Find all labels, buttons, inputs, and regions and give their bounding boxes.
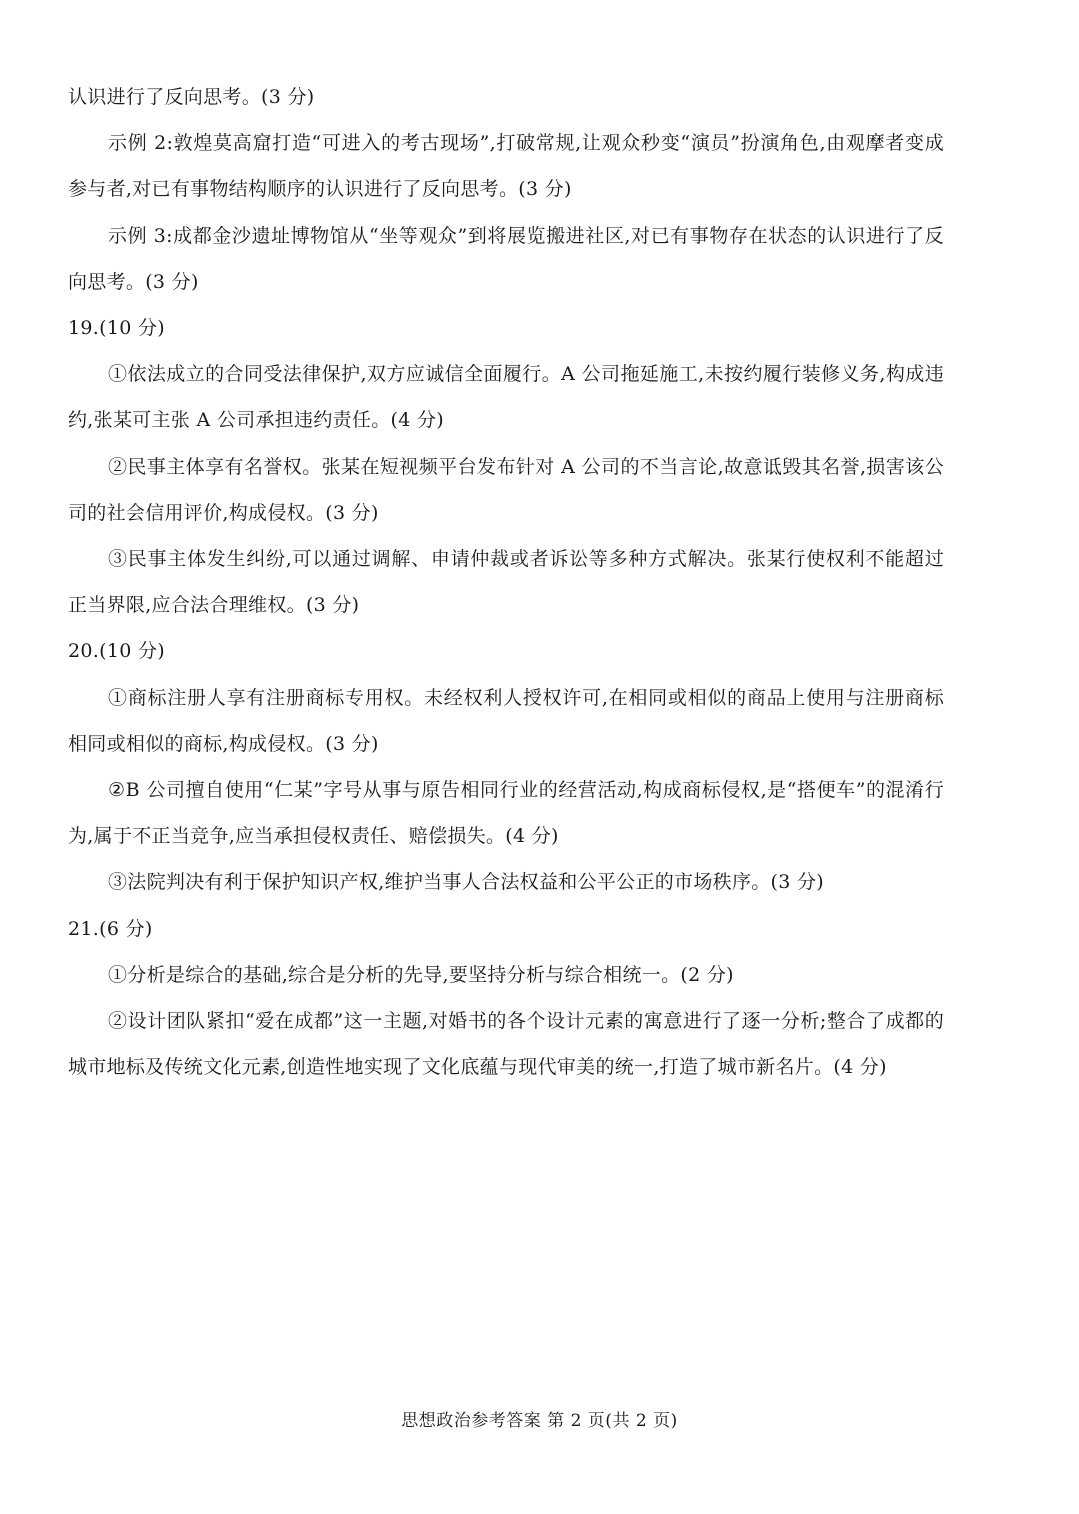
question-number: 19.(10 分) [68, 317, 165, 340]
answer-body [68, 74, 944, 1090]
paragraph: ②B 公司擅自使用“仁某”字号从事与原告相同行业的经营活动,构成商标侵权,是“搭便车”的混淆行为,属于不正当竞争,应当承担侵权责任、赔偿损失。(4 分) [68, 779, 944, 848]
paragraph: 示例 3:成都金沙遗址博物馆从“坐等观众”到将展览搬进社区,对已有事物存在状态的认识进行了反向思考。(3 分) [68, 224, 944, 293]
paragraph: ①分析是综合的基础,综合是分析的先导,要坚持分析与综合相统一。(2 分) [108, 963, 734, 986]
paragraph: 认识进行了反向思考。(3 分) [68, 86, 315, 108]
question-number: 21.(6 分) [68, 917, 153, 940]
paragraph: ③法院判决有利于保护知识产权,维护当事人合法权益和公平公正的市场秩序。(3 分) [108, 871, 824, 894]
page-footer: 思想政治参考答案 第 2 页(共 2 页) [401, 1411, 678, 1431]
question-number: 20.(10 分) [68, 640, 165, 663]
paragraph: ①商标注册人享有注册商标专用权。未经权利人授权许可,在相同或相似的商品上使用与注册商标相同或相似的商标,构成侵权。(3 分) [68, 686, 944, 755]
paragraph: ②民事主体享有名誉权。张某在短视频平台发布针对 A 公司的不当言论,故意诋毁其名誉,损害该公司的社会信用评价,构成侵权。(3 分) [68, 455, 944, 524]
paragraph: ③民事主体发生纠纷,可以通过调解、申请仲裁或者诉讼等多种方式解决。张某行使权利不能超过正当界限,应合法合理维权。(3 分) [68, 548, 944, 617]
paragraph: 示例 2:敦煌莫高窟打造“可进入的考古现场”,打破常规,让观众秒变“演员”扮演角色,由观摩者变成参与者,对已有事物结构顺序的认识进行了反向思考。(3 分) [68, 132, 944, 201]
paragraph: ②设计团队紧扣“爱在成都”这一主题,对婚书的各个设计元素的寓意进行了逐一分析;整合了成都的城市地标及传统文化元素,创造性地实现了文化底蕴与现代审美的统一,打造了城市新名片。(4 分) [68, 1010, 944, 1079]
paragraph: ①依法成立的合同受法律保护,双方应诚信全面履行。A 公司拖延施工,未按约履行装修义务,构成违约,张某可主张 A 公司承担违约责任。(4 分) [68, 363, 944, 432]
